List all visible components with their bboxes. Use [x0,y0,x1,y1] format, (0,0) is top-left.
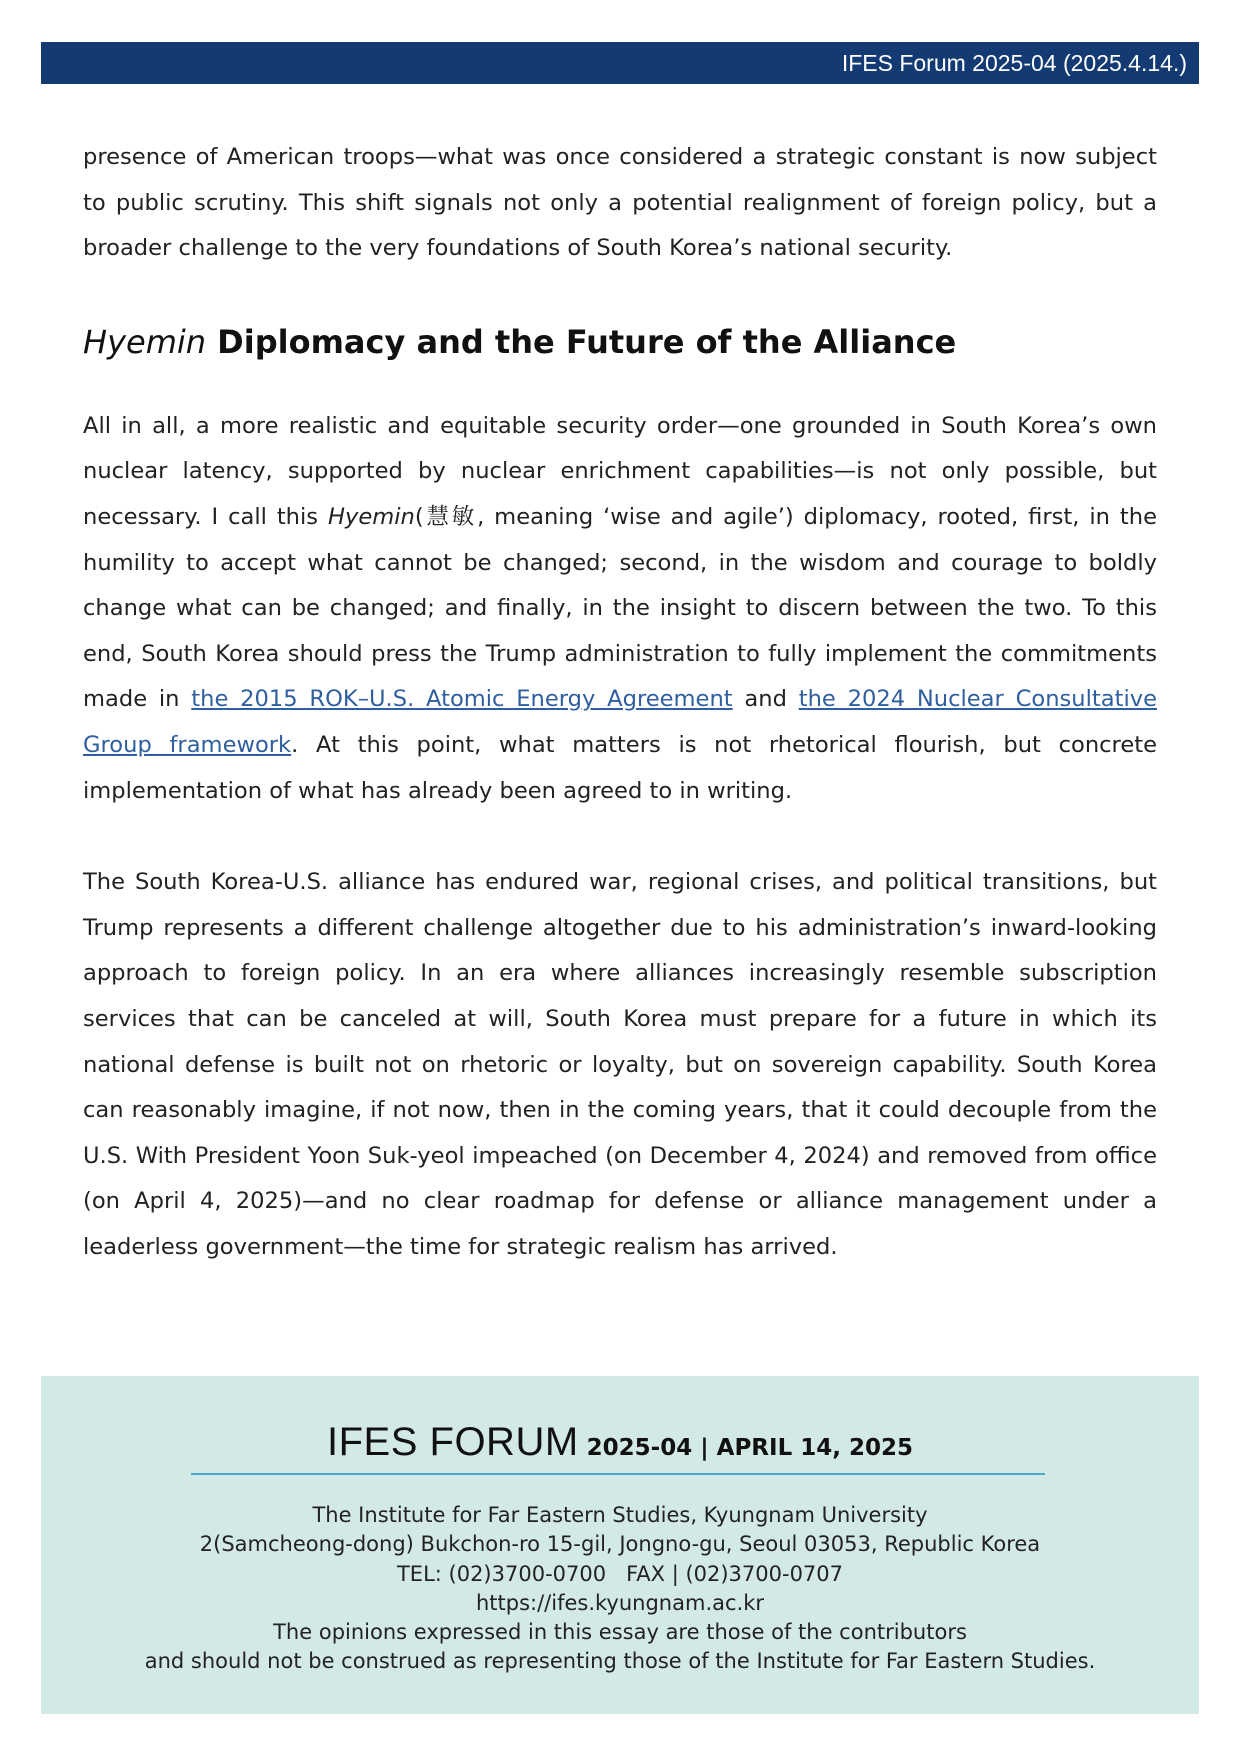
article-body [83,135,1157,1270]
section-heading-italic: Hyemin [83,322,207,361]
paragraph-alliance: The South Korea-U.S. alliance has endured war, regional crises, and political transitions, but Trump represents a different challenge altogether due to his administration’s inward-looking approach to foreign policy. In an era where alliances increasingly resemble subscription services that can be canceled at will, South Korea must prepare for a future in which its national defense is built not on rhetoric or loyalty, but on sovereign capability. South Korea can reasonably imagine, if not now, then in the coming years, that it could decouple from the U.S. With President Yoon Suk-yeol impeached (on December 4, 2024) and removed from office (on April 4, 2025)—and no clear roadmap for defense or alliance management under a leaderless government—the time for strategic realism has arrived. [83,869,1157,1260]
footer-website[interactable]: https://ifes.kyungnam.ac.kr [475,1590,765,1615]
section-heading-text: Diplomacy and the Future of the Alliance [206,322,957,361]
paragraph-hyemin-part2: (慧敏, meaning ‘wise and agile’) diplomacy, rooted, first, in the humility to accept what cannot be changed; second, in the wisdom and courage to boldly change what can be changed; and finally, in the insight to discern between the two. To this end, South Korea should press the Trump administration to fully implement the commitments made in [83,503,1157,713]
footer-forum-name: IFES FORUM [326,1420,579,1464]
footer-box [41,1376,1199,1714]
paragraph-hyemin-part3: and [732,686,799,713]
header-issue-label: IFES Forum 2025-04 (2025.4.14.) [841,50,1187,76]
footer-institute: The Institute for Far Eastern Studies, Kyungnam University [312,1503,928,1527]
footer-disclaimer-line1: The opinions expressed in this essay are those of the contributors [273,1620,967,1645]
nuclear-consultative-group-link[interactable]: the 2024 Nuclear Consultative Group framework [83,686,1158,758]
section-heading [83,318,1157,366]
footer-disclaimer-line2: and should not be construed as representing those of the Institute for Far Eastern Studies. [144,1649,1096,1674]
footer-address: 2(Samcheong-dong) Bukchon-ro 15-gil, Jongno-gu, Seoul 03053, Republic Korea [199,1532,1041,1557]
footer-info [41,1501,1199,1677]
hyemin-term: Hyemin [327,503,415,530]
footer-issue-date: 2025-04 | APRIL 14, 2025 [578,1435,913,1461]
atomic-energy-agreement-link[interactable]: the 2015 ROK–U.S. Atomic Energy Agreement [191,686,733,713]
paragraph-hyemin-part1: All in all, a more realistic and equitable security order—one grounded in South Korea’s own nuclear latency, supported by nuclear enrichment capabilities—is not only possible, but necessary. I call this [83,412,1157,530]
footer-contact: TEL: (02)3700-0700 FAX | (02)3700-0707 [396,1561,844,1586]
paragraph-hyemin [83,404,1157,814]
footer-title [41,1420,1199,1465]
footer-divider [191,1473,1045,1475]
paragraph-hyemin-part4: . At this point, what matters is not rhetorical flourish, but concrete implementation of what has already been agreed to in writing. [83,731,1158,804]
paragraph-intro: presence of American troops—what was once considered a strategic constant is now subject to public scrutiny. This shift signals not only a potential realignment of foreign policy, but a broader challenge to the very foundations of South Korea’s national security. [83,144,1157,262]
header-bar [41,42,1199,84]
